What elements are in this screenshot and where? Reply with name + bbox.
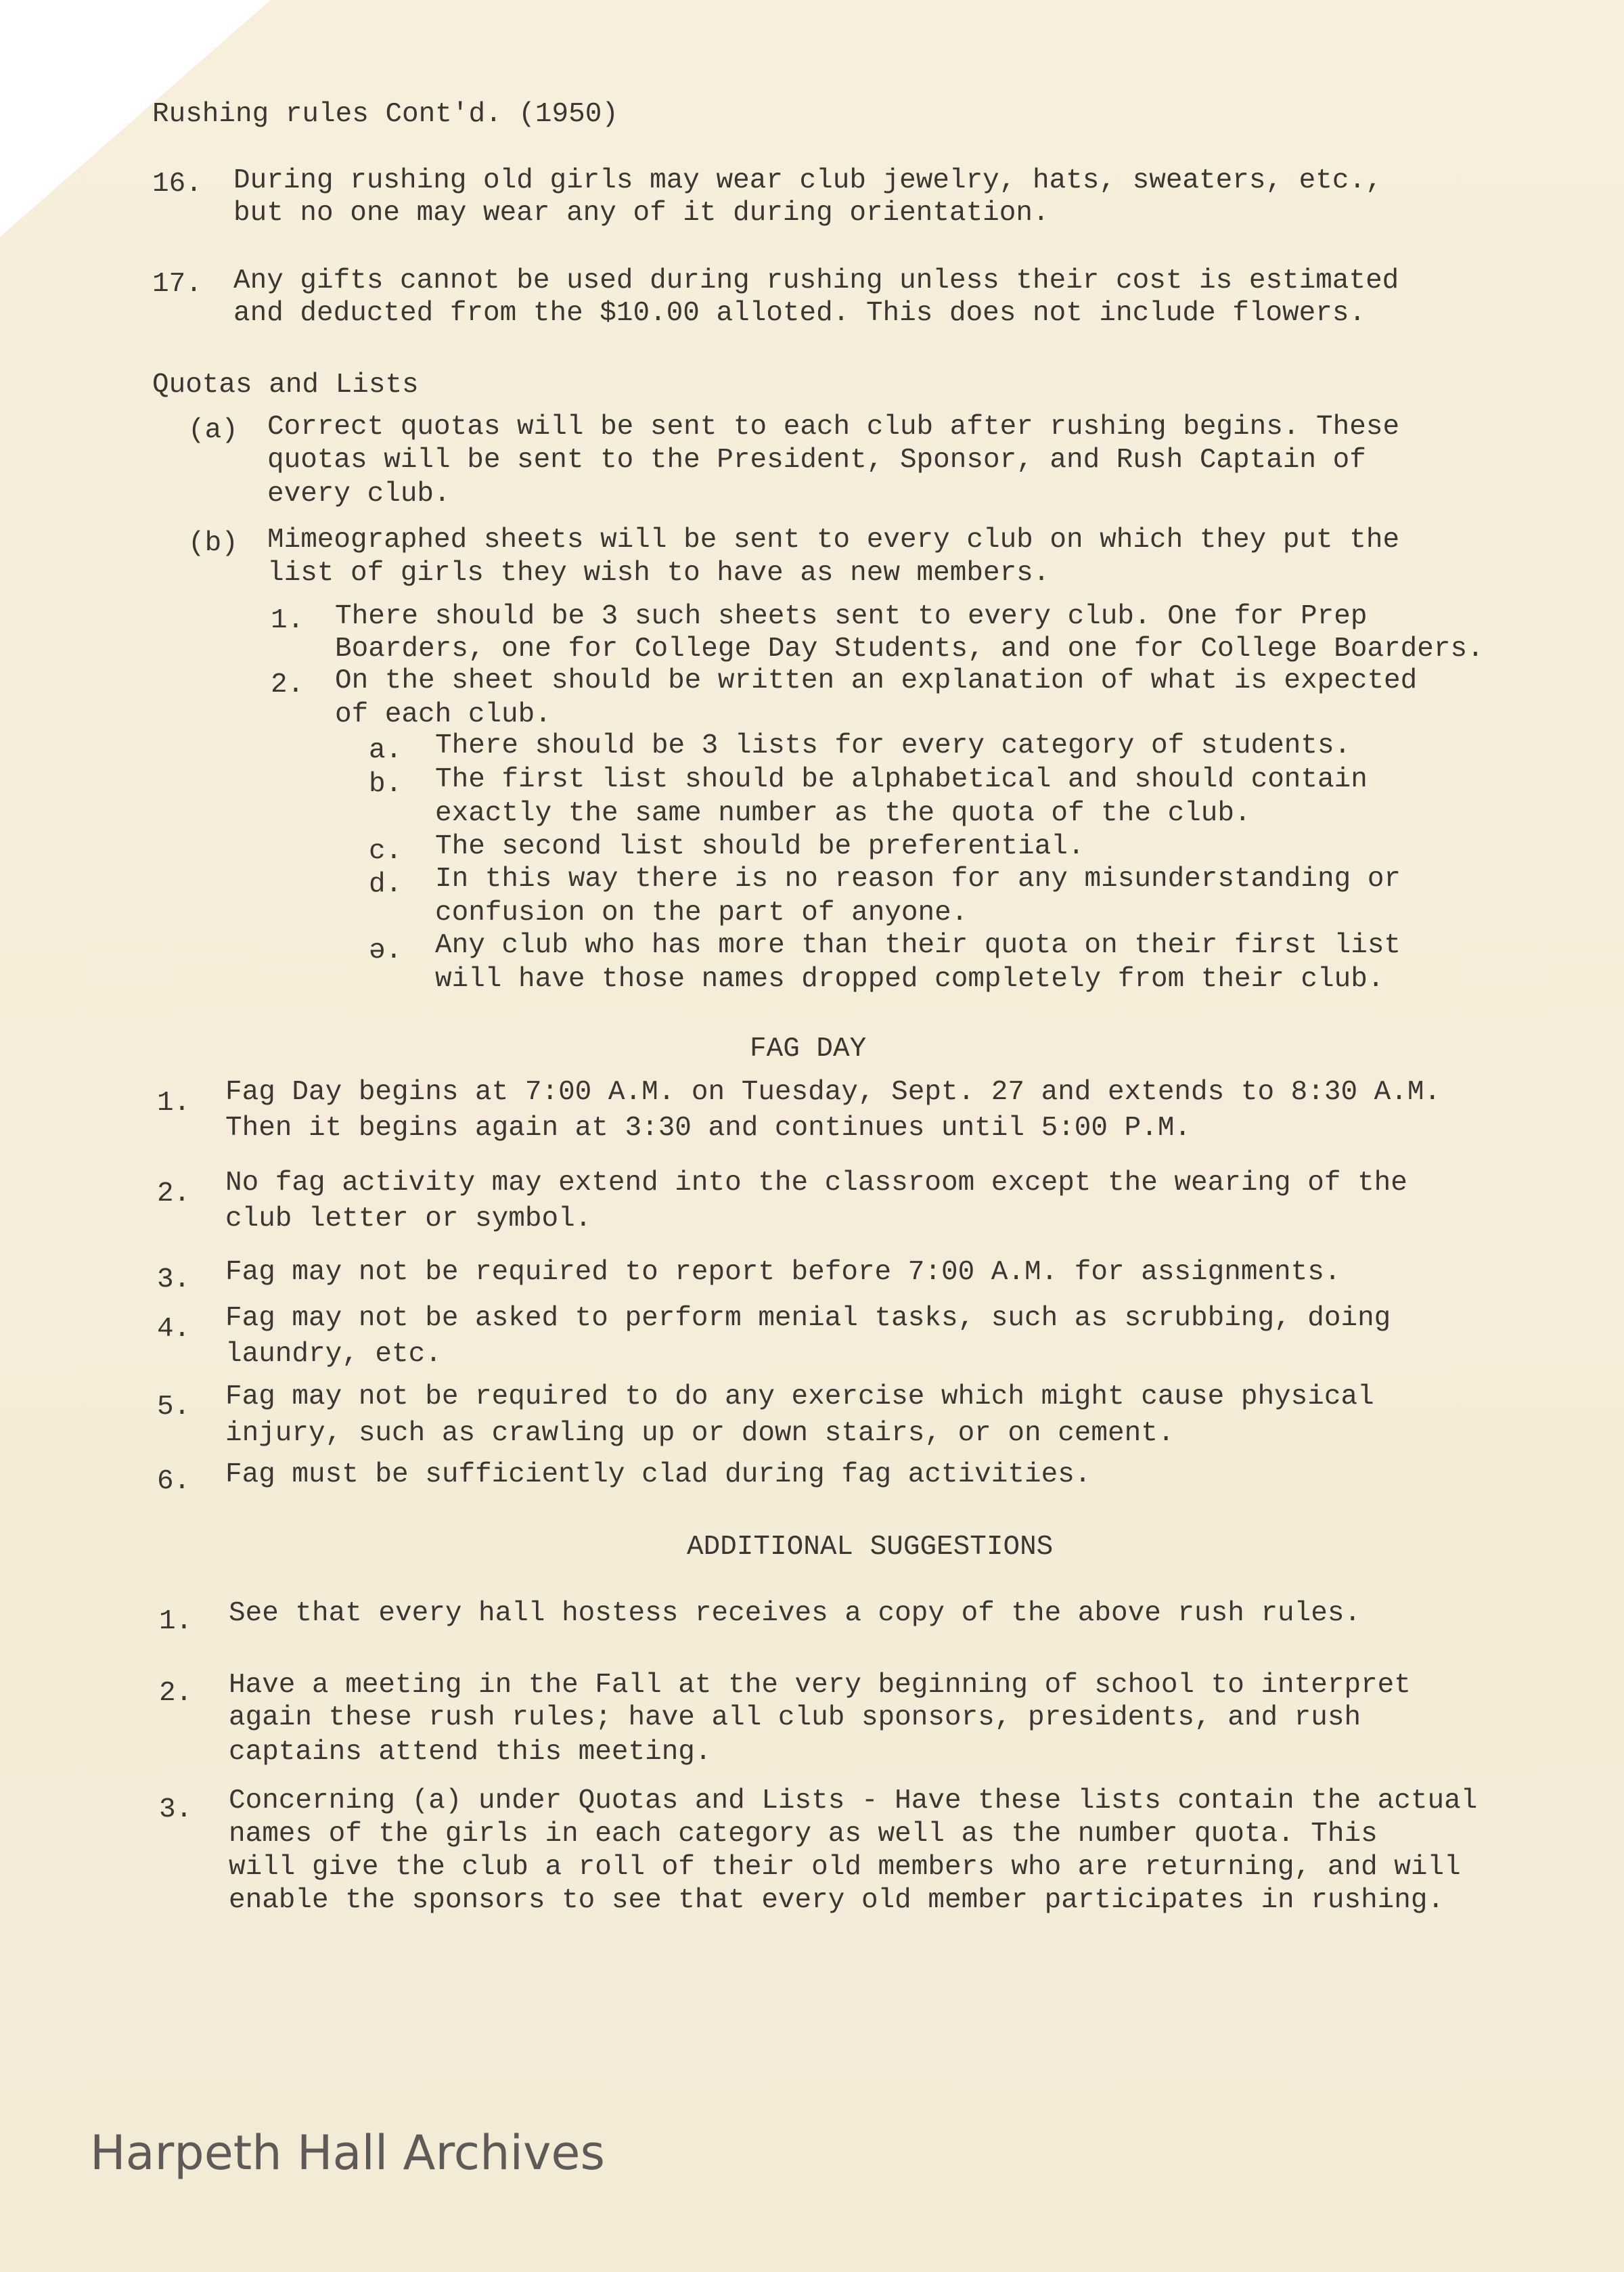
fag-line: club letter or symbol. xyxy=(225,1203,592,1234)
suggestion-number: 1. xyxy=(159,1606,193,1637)
list-number: 2. xyxy=(271,669,304,700)
section-heading-additional: ADDITIONAL SUGGESTIONS xyxy=(687,1532,1054,1563)
rule-line: Any gifts cannot be used during rushing unless their cost is estimated xyxy=(233,265,1399,296)
fag-line: Fag may not be asked to perform menial tasks, such as scrubbing, doing xyxy=(225,1303,1391,1334)
sub-line: Any club who has more than their quota on their first list xyxy=(435,930,1401,961)
item-line: every club. xyxy=(267,478,451,510)
suggestion-line: enable the sponsors to see that every old member participates in rushing. xyxy=(229,1885,1445,1916)
fag-line: Fag may not be required to do any exercise which might cause physical xyxy=(225,1381,1374,1412)
section-heading-fag-day: FAG DAY xyxy=(750,1033,867,1065)
section-heading-quotas: Quotas and Lists xyxy=(152,370,419,401)
suggestion-line: again these rush rules; have all club sponsors, presidents, and rush xyxy=(229,1702,1361,1733)
sub-line: In this way there is no reason for any misunderstanding or xyxy=(435,864,1401,895)
fag-line: laundry, etc. xyxy=(225,1339,442,1370)
fag-number: 2. xyxy=(157,1178,191,1209)
fag-number: 4. xyxy=(157,1314,191,1345)
sub-letter: ə. xyxy=(369,935,403,966)
fag-line: No fag activity may extend into the classroom except the wearing of the xyxy=(225,1167,1407,1199)
fag-number: 6. xyxy=(157,1466,191,1497)
suggestion-line: See that every hall hostess receives a copy of the above rush rules. xyxy=(229,1598,1361,1629)
item-label: (b) xyxy=(188,528,238,559)
rule-number: 16. xyxy=(152,169,202,200)
suggestion-line: Have a meeting in the Fall at the very beginning of school to interpret xyxy=(229,1670,1411,1701)
page-title: Rushing rules Cont'd. (1950) xyxy=(152,99,618,130)
sub-letter: d. xyxy=(369,869,403,900)
item-line: Mimeographed sheets will be sent to every club on which they put the xyxy=(267,525,1400,556)
list-number: 1. xyxy=(271,605,304,636)
item-line: quotas will be sent to the President, Sponsor, and Rush Captain of xyxy=(267,445,1366,476)
sub-letter: b. xyxy=(369,769,403,800)
sub-letter: a. xyxy=(369,735,403,766)
rule-line: and deducted from the $10.00 alloted. This does not include flowers. xyxy=(233,298,1366,329)
rule-line: During rushing old girls may wear club jewelry, hats, sweaters, etc., xyxy=(233,165,1382,196)
list-line: Boarders, one for College Day Students, and one for College Boarders. xyxy=(335,633,1484,665)
item-line: Correct quotas will be sent to each club after rushing begins. These xyxy=(267,411,1400,443)
archives-watermark: Harpeth Hall Archives xyxy=(90,2125,605,2181)
sub-line: confusion on the part of anyone. xyxy=(435,897,968,929)
fag-line: Fag must be sufficiently clad during fag activities. xyxy=(225,1459,1091,1490)
fag-line: injury, such as crawling up or down stairs, or on cement. xyxy=(225,1418,1175,1449)
rule-line: but no one may wear any of it during orientation. xyxy=(233,198,1050,229)
fag-number: 1. xyxy=(157,1088,191,1119)
sub-line: The first list should be alphabetical and should contain xyxy=(435,764,1368,795)
list-line: of each club. xyxy=(335,699,551,730)
suggestion-line: captains attend this meeting. xyxy=(229,1737,712,1768)
item-line: list of girls they wish to have as new members. xyxy=(267,558,1050,589)
sub-letter: c. xyxy=(369,836,403,867)
list-line: There should be 3 such sheets sent to every club. One for Prep xyxy=(335,601,1368,632)
item-label: (a) xyxy=(188,415,238,446)
sub-line: The second list should be preferential. xyxy=(435,831,1085,862)
rule-number: 17. xyxy=(152,269,202,300)
list-line: On the sheet should be written an explanation of what is expected xyxy=(335,665,1418,696)
fag-number: 5. xyxy=(157,1391,191,1423)
sub-line: will have those names dropped completely from their club. xyxy=(435,964,1384,995)
fag-line: Fag may not be required to report before 7:00 A.M. for assignments. xyxy=(225,1257,1341,1288)
fag-line: Then it begins again at 3:30 and continues until 5:00 P.M. xyxy=(225,1113,1192,1144)
fag-number: 3. xyxy=(157,1264,191,1295)
suggestion-number: 3. xyxy=(159,1794,193,1825)
sub-line: There should be 3 lists for every category of students. xyxy=(435,730,1351,761)
suggestion-line: names of the girls in each category as well as the number quota. This xyxy=(229,1819,1378,1850)
suggestion-number: 2. xyxy=(159,1678,193,1709)
suggestion-line: will give the club a roll of their old members who are returning, and will xyxy=(229,1852,1461,1883)
suggestion-line: Concerning (a) under Quotas and Lists - Have these lists contain the actual xyxy=(229,1785,1478,1817)
sub-line: exactly the same number as the quota of the club. xyxy=(435,798,1251,829)
fag-line: Fag Day begins at 7:00 A.M. on Tuesday, Sept. 27 and extends to 8:30 A.M. xyxy=(225,1077,1441,1108)
